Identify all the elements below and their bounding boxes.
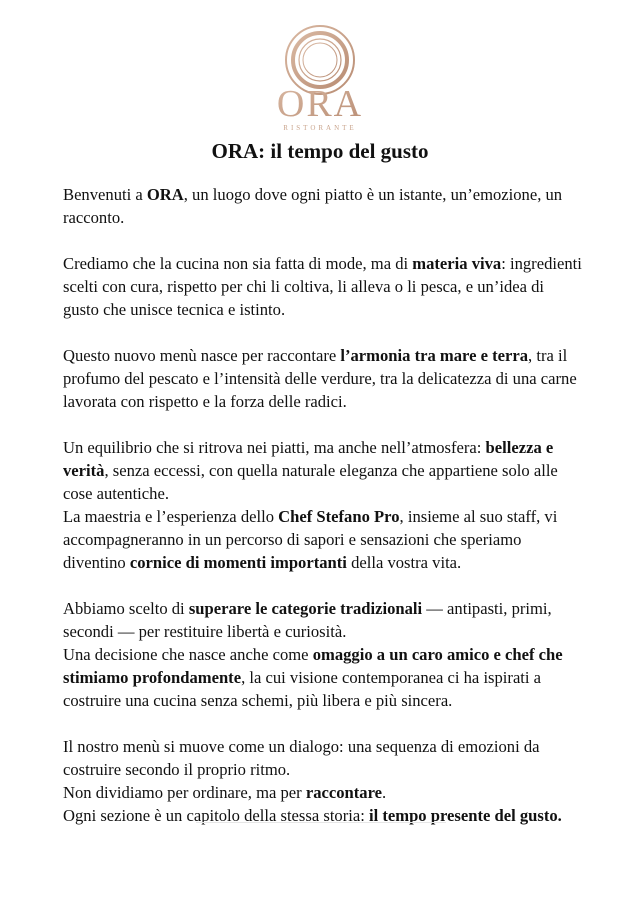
paragraph-philosophy: Crediamo che la cucina non sia fatta di mode, ma di materia viva: ingredienti scelti con cura, rispetto per chi li coltiva, li alleva o li pesca, e un’idea di gusto che unisce tecnica e istinto. — [63, 254, 582, 319]
paragraph-dialogue: Il nostro menù si muove come un dialogo: una sequenza di emozioni da costruire secondo il proprio ritmo. — [63, 737, 540, 779]
logo-wordmark: ORA — [276, 83, 364, 125]
paragraph-tribute: Una decisione che nasce anche come omaggio a un caro amico e chef che stimiamo profondamente, la cui visione contemporanea ci ha ispirati a costruire una cucina senza schemi, più libera e più sincera. — [63, 645, 563, 710]
logo-emblem — [0, 22, 640, 134]
page-title: ORA: il tempo del gusto — [211, 139, 429, 163]
paragraph-welcome: Benvenuti a ORA, un luogo dove ogni piatto è un istante, un’emozione, un racconto. — [63, 185, 563, 227]
paragraph-closing: Ogni sezione è un capitolo della stessa storia: il tempo presente del gusto. — [63, 806, 562, 825]
paragraph-chef: La maestria e l’esperienza dello Chef Stefano Pro, insieme al suo staff, vi accompagneranno in un percorso di sapori e sensazioni che speriamo diventino cornice di momenti importanti della vostra vita. — [63, 507, 558, 572]
intro-text — [63, 183, 583, 827]
footer-divider — [196, 822, 446, 823]
restaurant-logo — [0, 22, 640, 134]
paragraph-menu: Questo nuovo menù nasce per raccontare l’armonia tra mare e terra, tra il profumo del pescato e l’intensità delle verdure, tra la delicatezza di una carne lavorata con rispetto e la forza delle radici. — [63, 346, 577, 411]
logo-subtitle: RISTORANTE — [283, 124, 357, 132]
paragraph-balance: Un equilibrio che si ritrova nei piatti, ma anche nell’atmosfera: bellezza e verità, senza eccessi, con quella naturale eleganza che appartiene solo alle cose autentiche. — [63, 438, 558, 503]
paragraph-categories: Abbiamo scelto di superare le categorie tradizionali — antipasti, primi, secondi — per restituire libertà e curiosità. — [63, 599, 552, 641]
paragraph-storytelling: Non dividiamo per ordinare, ma per raccontare. — [63, 783, 387, 802]
